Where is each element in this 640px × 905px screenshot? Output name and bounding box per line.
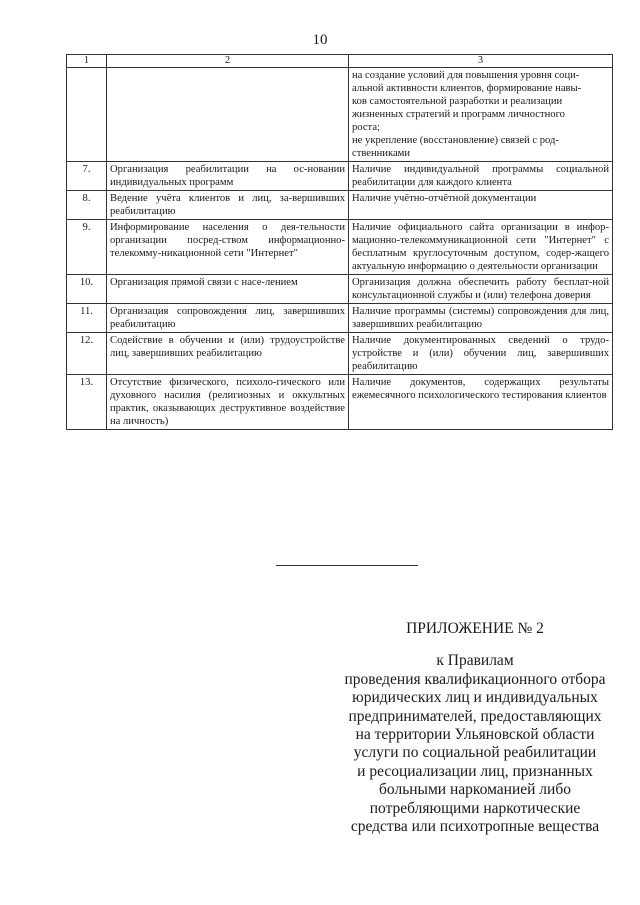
continuation-line: ственниками [352,148,411,159]
row-requirement: Наличие официального сайта организации в инфор-мационно-телекоммуникационной сети "Интернет" с бесплатным круглосуточным доступом, содер-жащего актуальную информацию о деятельности организации [349,220,613,275]
row-criterion: Организация реабилитации на ос-новании индивидуальных программ [107,162,349,191]
table-header-row [67,55,613,68]
row-requirement: Наличие программы (системы) сопровождения для лиц, завершивших реабилитацию [349,304,613,333]
continuation-line: роста; [352,122,380,133]
appendix-title: ПРИЛОЖЕНИЕ № 2 [406,620,544,637]
row-criterion: Содействие в обучении и (или) трудоустройстве лиц, завершивших реабилитацию [107,333,349,375]
page-number: 10 [312,32,328,48]
cell-criterion-empty [107,68,349,162]
row-criterion: Информирование населения о дея-тельности организации посред-ством информационно-телекомму-никационной сети "Интернет" [107,220,349,275]
table-row [67,275,613,304]
appendix-line: проведения квалификационного отбора [344,670,606,688]
row-number: 8. [67,191,107,220]
column-header-requirement: 3 [349,55,613,68]
table-row [67,304,613,333]
row-number: 10. [67,275,107,304]
appendix-line: предпринимателей, предоставляющих [348,707,602,725]
appendix-line: услуги по социальной реабилитации [353,744,597,762]
continuation-line: не укрепление (восстановление) связей с род- [352,135,559,146]
row-requirement: Организация должна обеспечить работу бесплат-ной консультационной службы и (или) телефона доверия [349,275,613,304]
row-requirement: Наличие учётно-отчётной документации [349,191,613,220]
continuation-line: альной активности клиентов, формирование навы- [352,83,582,94]
section-divider [276,565,418,566]
row-requirement: Наличие документов, содержащих результаты ежемесячного психологического тестирования клиентов [349,375,613,430]
table-row [67,333,613,375]
row-number: 13. [67,375,107,430]
row-requirement: Наличие индивидуальной программы социальной реабилитации для каждого клиента [349,162,613,191]
appendix-line: юридических лиц и индивидуальных [352,689,598,707]
row-number: 9. [67,220,107,275]
criteria-table [66,54,613,430]
table-row-continuation [67,68,613,162]
row-number: 12. [67,333,107,375]
cell-continuation-text [349,68,613,162]
table-row [67,220,613,275]
column-header-number: 1 [67,55,107,68]
continuation-line: на создание условий для повышения уровня соци- [352,70,580,81]
appendix-block [330,620,620,836]
appendix-line: средства или психотропные вещества [350,818,600,836]
row-criterion: Организация прямой связи с насе-лением [107,275,349,304]
appendix-line: больными наркоманией либо [379,781,571,799]
row-number: 11. [67,304,107,333]
row-criterion: Ведение учёта клиентов и лиц, за-вершивших реабилитацию [107,191,349,220]
appendix-line: потребляющими наркотические [369,799,581,817]
appendix-line: к Правилам [436,652,514,670]
continuation-line: ков самостоятельной разработки и реализации [352,96,563,107]
row-criterion: Организация сопровождения лиц, завершивших реабилитацию [107,304,349,333]
table-row [67,162,613,191]
cell-number-empty [67,68,107,162]
row-criterion: Отсутствие физического, психоло-гического или духовного насилия (религиозных и оккультных практик, оказывающих деструктивное воздействие на личность) [107,375,349,430]
row-requirement: Наличие документированных сведений о трудо-устройстве и (или) обучении лиц, завершивших реабилитацию [349,333,613,375]
continuation-line: жизненных стратегий и программ личностного [352,109,565,120]
table-row [67,375,613,430]
appendix-line: на территории Ульяновской области [355,726,595,744]
appendix-line: и ресоциализации лиц, признанных [357,762,593,780]
column-header-criterion: 2 [107,55,349,68]
row-number: 7. [67,162,107,191]
table-row [67,191,613,220]
